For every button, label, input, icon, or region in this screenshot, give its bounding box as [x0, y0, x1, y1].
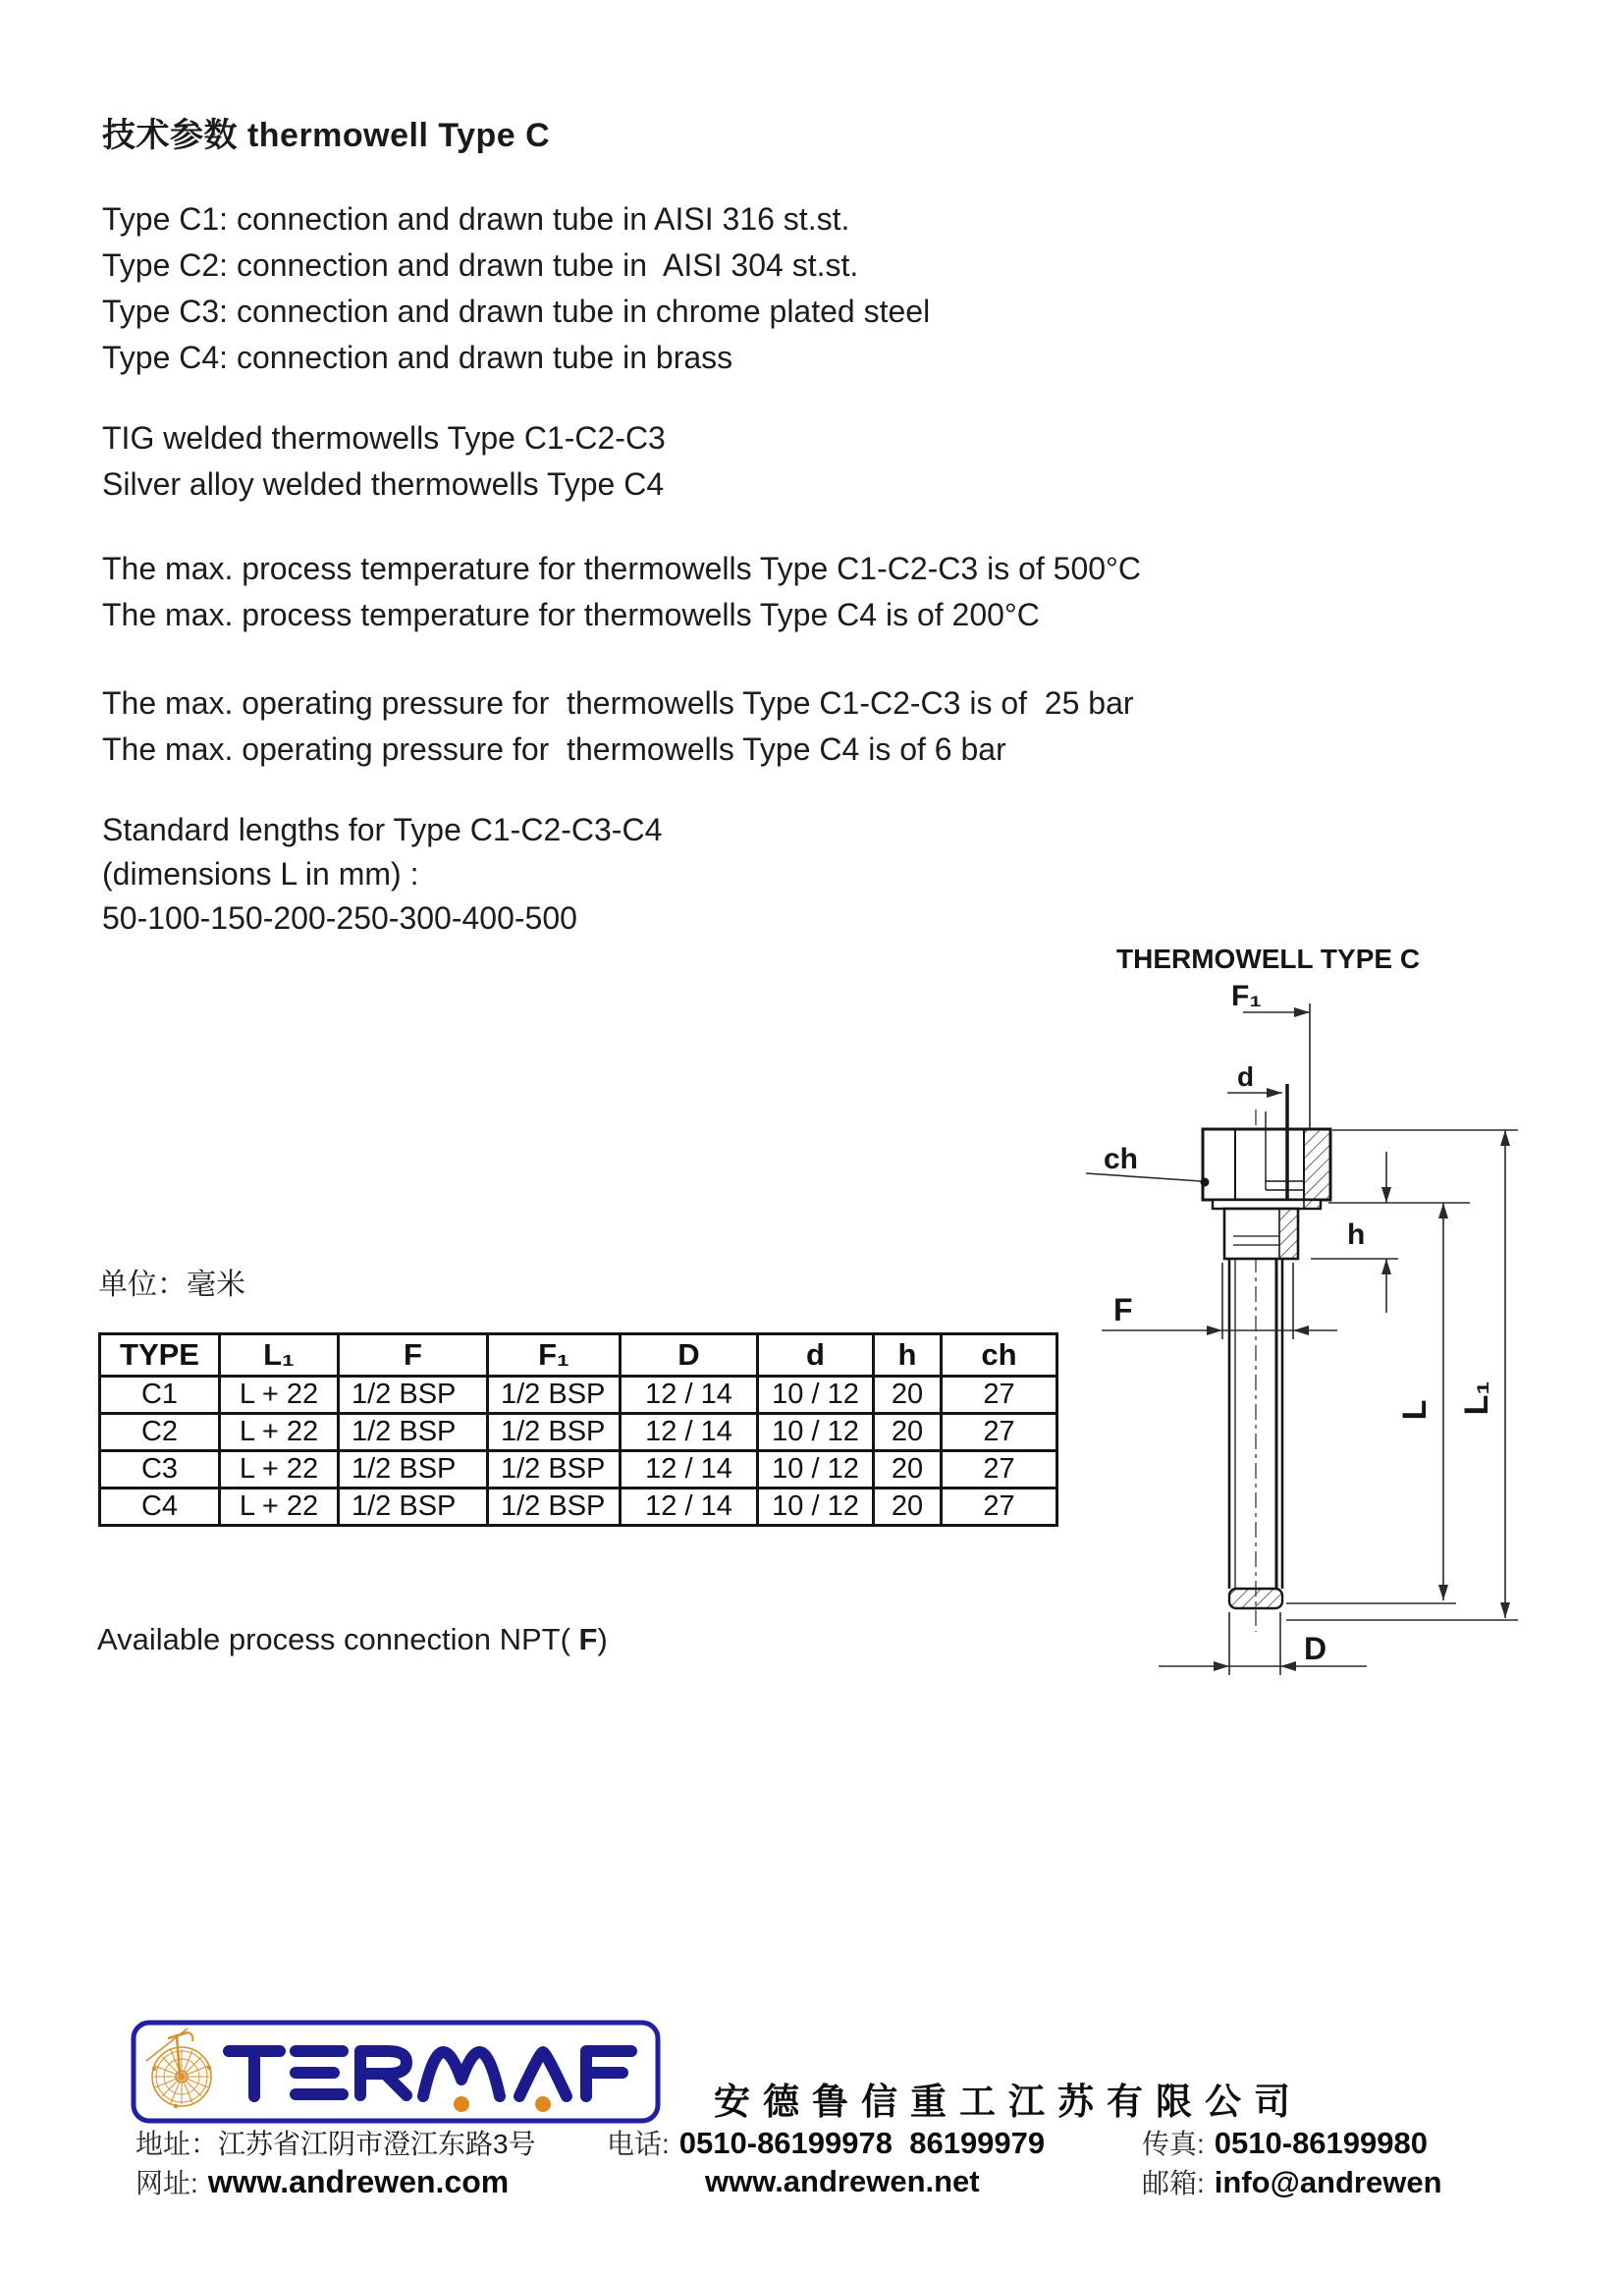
dimension-f [1102, 1263, 1337, 1339]
fax-row [1142, 2123, 1428, 2162]
thread-body [1213, 1200, 1321, 1259]
header-f: F [339, 1334, 488, 1377]
address-row [135, 2123, 536, 2162]
text-line: Standard lengths for Type C1-C2-C3-C4 [102, 812, 663, 847]
dimension-dcap [1159, 1612, 1367, 1675]
cell: 10 / 12 [758, 1451, 874, 1489]
website2-row [705, 2164, 980, 2199]
company-name: 安德鲁信重工江苏有限公司 [714, 2082, 1303, 2122]
cell: L + 22 [220, 1489, 339, 1526]
website-row [135, 2162, 509, 2201]
email-value: info@andrewen [1214, 2165, 1442, 2199]
cell: C4 [100, 1489, 220, 1526]
drawing-title: THERMOWELL TYPE C [1116, 944, 1421, 974]
cell: 1/2 BSP [339, 1377, 488, 1414]
phone-label: 电话: [607, 2129, 670, 2159]
dim-label-h: h [1347, 1218, 1366, 1251]
cell: 10 / 12 [758, 1414, 874, 1451]
dim-label-f: F [1113, 1292, 1133, 1327]
availability-note-bold: F [578, 1622, 598, 1656]
cell: 12 / 14 [621, 1377, 758, 1414]
email-row [1142, 2162, 1442, 2201]
paragraph-lengths [102, 808, 662, 941]
cell: 12 / 14 [621, 1414, 758, 1451]
cell: 12 / 14 [621, 1451, 758, 1489]
cell: L + 22 [220, 1451, 339, 1489]
table-header-row [100, 1334, 1057, 1377]
text-line: The max. process temperature for thermowells Type C4 is of 200°C [102, 597, 1040, 632]
dim-label-l: L [1396, 1399, 1434, 1421]
dim-label-l1: L₁ [1458, 1381, 1495, 1416]
cell: C2 [100, 1414, 220, 1451]
dim-label-ch: ch [1104, 1143, 1139, 1175]
table-row [100, 1451, 1057, 1489]
header-d-cap: D [621, 1334, 758, 1377]
cell: 12 / 14 [621, 1489, 758, 1526]
cell: 10 / 12 [758, 1377, 874, 1414]
text-line: TIG welded thermowells Type C1-C2-C3 [102, 420, 666, 456]
unit-note: 单位：毫米 [98, 1269, 245, 1301]
cell: 27 [942, 1451, 1057, 1489]
logo-text [0, 0, 1, 1]
page-title: 技术参数 thermowell Type C [102, 117, 551, 154]
phone-row [607, 2123, 1045, 2162]
paragraph-types [102, 196, 930, 381]
text-line: Silver alloy welded thermowells Type C4 [102, 466, 665, 502]
cell: L + 22 [220, 1377, 339, 1414]
fax-value: 0510-86199980 [1214, 2126, 1428, 2160]
paragraph-welding [102, 415, 666, 508]
phone-value: 0510-86199978 86199979 [678, 2126, 1046, 2160]
cell: 20 [874, 1377, 942, 1414]
logo-dot-m [454, 2096, 469, 2112]
text-line: Type C3: connection and drawn tube in chrome plated steel [102, 294, 931, 329]
cell: 27 [942, 1489, 1057, 1526]
header-ch: ch [942, 1334, 1057, 1377]
cell: 20 [874, 1451, 942, 1489]
cell: 27 [942, 1414, 1057, 1451]
header-type: TYPE [100, 1334, 220, 1377]
hex-head [1203, 1084, 1330, 1209]
text-line: (dimensions L in mm) : [102, 856, 419, 892]
cell: L + 22 [220, 1414, 339, 1451]
text-line: Type C2: connection and drawn tube in AISI 304 st.st. [102, 247, 859, 283]
header-h: h [874, 1334, 942, 1377]
logo-dot-a [535, 2096, 551, 2112]
text-line: Type C1: connection and drawn tube in AISI 316 st.st. [102, 201, 850, 237]
website-label: 网址: [135, 2168, 198, 2198]
text-line: Type C4: connection and drawn tube in brass [102, 340, 733, 375]
header-f1: F₁ [488, 1334, 621, 1377]
dim-label-dcap: D [1304, 1631, 1327, 1666]
address-label: 地址： [135, 2129, 219, 2159]
address-value: 江苏省江阴市澄江东路3号 [218, 2129, 536, 2159]
table-row [100, 1489, 1057, 1526]
cell: 20 [874, 1414, 942, 1451]
availability-note [97, 1622, 608, 1657]
text-line: The max. operating pressure for thermowells Type C4 is of 6 bar [102, 731, 1006, 767]
dimension-h [1311, 1152, 1470, 1313]
cell: 1/2 BSP [339, 1489, 488, 1526]
dim-label-d: d [1237, 1061, 1255, 1092]
website2-value: www.andrewen.net [705, 2164, 980, 2198]
cell: 27 [942, 1377, 1057, 1414]
website-value: www.andrewen.com [207, 2164, 510, 2199]
cell: 1/2 BSP [488, 1377, 621, 1414]
header-d: d [758, 1334, 874, 1377]
dim-label-f1: F₁ [1231, 980, 1262, 1012]
cell: 1/2 BSP [339, 1414, 488, 1451]
table-row [100, 1377, 1057, 1414]
cell: C3 [100, 1451, 220, 1489]
cell: 1/2 BSP [488, 1414, 621, 1451]
availability-note-suffix: ) [597, 1622, 608, 1656]
cell: 1/2 BSP [488, 1451, 621, 1489]
availability-note-text: Available process connection NPT( [97, 1622, 579, 1656]
spec-table [98, 1332, 1058, 1527]
paragraph-pressure [102, 680, 1134, 773]
cell: 1/2 BSP [488, 1489, 621, 1526]
table-row [100, 1414, 1057, 1451]
cell: 1/2 BSP [339, 1451, 488, 1489]
fax-label: 传真: [1142, 2129, 1205, 2159]
cell: 20 [874, 1489, 942, 1526]
dimension-d [1227, 1088, 1282, 1098]
cell: 10 / 12 [758, 1489, 874, 1526]
tube-tip [1229, 1589, 1282, 1608]
technical-drawing [1041, 933, 1624, 1728]
cell: C1 [100, 1377, 220, 1414]
text-line: The max. operating pressure for thermowells Type C1-C2-C3 is of 25 bar [102, 685, 1134, 721]
header-l1: L₁ [220, 1334, 339, 1377]
email-label: 邮箱: [1142, 2168, 1205, 2198]
text-line: The max. process temperature for thermowells Type C1-C2-C3 is of 500°C [102, 551, 1141, 586]
text-line: 50-100-150-200-250-300-400-500 [102, 900, 577, 936]
paragraph-temperature [102, 546, 1141, 638]
dimension-ch [1086, 1173, 1210, 1187]
termaf-logo [131, 2020, 661, 2124]
